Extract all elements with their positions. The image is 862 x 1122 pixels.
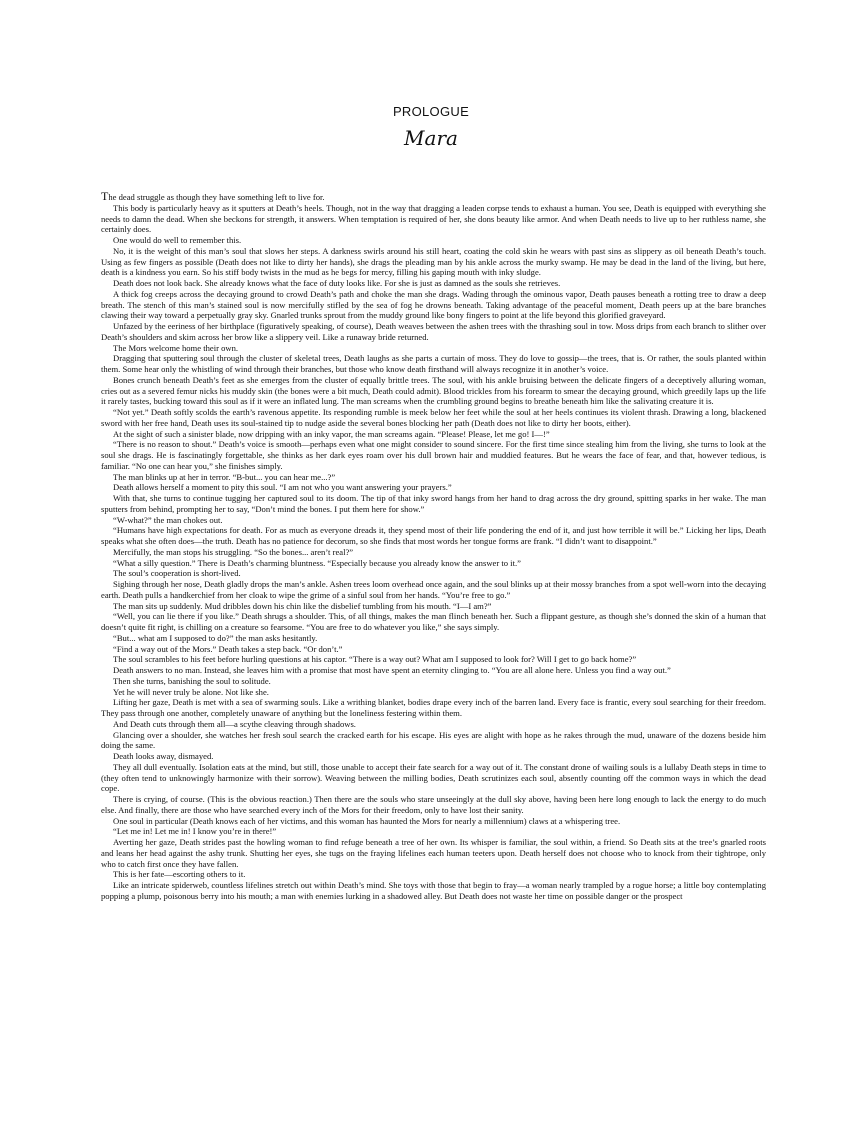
chapter-label: PROLOGUE: [392, 104, 470, 119]
paragraph-first-text: he dead struggle as though they have something left to live for.: [108, 192, 325, 202]
paragraph: At the sight of such a sinister blade, now dripping with an inky vapor, the man screams again. “Please! Please, let me go! I—!”: [113, 428, 550, 439]
paragraph: One would do well to remember this.: [113, 235, 242, 245]
body-text: [101, 191, 766, 902]
paragraph: With that, she turns to continue tugging her captured soul to its doom. The tip of that inky sword hangs from her hand to drag across the dry ground, spitting sparks in her wake. The man sputters from behind, prompting her to say, “Don’t mind the bones. I put them here for show.”: [101, 493, 766, 514]
paragraph: They all dull eventually. Isolation eats at the mind, but still, those unable to accept their fate search for a way out of it. The constant drone of wailing souls is a lullaby Death steps in time to (they often tend to unknowingly harmonize with their sorrow). Weaving between the milling bodies, Death scrutinizes each soul, absently counting off the common ways in which the dead cope.: [101, 761, 766, 794]
paragraph: The soul’s cooperation is short-lived.: [113, 568, 241, 579]
paragraph: Mercifully, the man stops his struggling. “So the bones... aren’t real?”: [113, 546, 354, 557]
paragraph: Yet he will never truly be alone. Not like she.: [113, 686, 269, 697]
paragraph: There is crying, of course. (This is the obvious reaction.) Then there are the souls who stare unseeingly at the dull sky above, having been here long enough to lack the energy to do much else. And finally, there are those who have searched every inch of the Mors for their freedom, only to have lost their sanity.: [101, 794, 766, 815]
paragraph: “Not yet.” Death softly scolds the earth’s ravenous appetite. Its responding rumble is meek below her feet while the soul at her heels continues its violent thrash. Drawing a long, blackened sword with her free hand, Death uses its soul-stained tip to nudge aside the several bones blocking her path (Death does not like to dirty her boots, either).: [101, 407, 766, 428]
paragraph: “Well, you can lie there if you like.” Death shrugs a shoulder. This, of all things, makes the man flinch beneath her. Such a flippant gesture, as though she’s donned the skin of a human that doesn’t quite fit right, is chilling on a creature so fearsome. “You are free to do whatever you like,” she says simply.: [101, 611, 766, 632]
paragraph-first: [101, 191, 766, 203]
paragraph: Sighing through her nose, Death gladly drops the man’s ankle. Ashen trees loom overhead once again, and the soul blinks up at their mossy branches from a spot well-worn into the decaying earth. Death pulls a handkerchief from her cloak to wipe the grime of a sinful soul from her hands. “You’re free to go.”: [101, 579, 766, 600]
chapter-title: Mara: [404, 126, 458, 150]
paragraph: Unfazed by the eeriness of her birthplace (figuratively speaking, of course), Death weaves between the ashen trees with the thrashing soul in tow. Moss drips from each branch to slither over Death’s shoulders and skim across her brow like a slippery veil. Like a runaway bride returned.: [101, 321, 766, 342]
paragraph: The soul scrambles to his feet before hurling questions at his captor. “There is a way out? What am I supposed to look for? Will I get to go back home?”: [113, 654, 637, 665]
paragraph: This body is particularly heavy as it sputters at Death’s heels. Though, not in the way that dragging a leaden corpse tends to exhaust a human. You see, Death is equipped with everything she needs to damn the dead. When she beckons for strength, it answers. When temptation is required of her, she dons beauty like armor. And when Death needs to live up to her ruthless name, she certainly does.: [101, 202, 766, 235]
drop-cap: T: [101, 189, 109, 203]
paragraph: “But... what am I supposed to do?” the man asks hesitantly.: [113, 632, 318, 643]
paragraph: “Find a way out of the Mors.” Death takes a step back. “Or don’t.”: [113, 643, 343, 654]
paragraph: Death answers to no man. Instead, she leaves him with a promise that most have spent an eternity clinging to. “You are all alone here. Unless you find a way out.”: [113, 665, 671, 675]
paragraph: Lifting her gaze, Death is met with a sea of swarming souls. Like a writhing blanket, bodies drape every inch of the barren land. Every face is frantic, every soul searching for their freedom. They pass through one another, completely unaware of anything but the loneliness festering within them.: [101, 697, 766, 718]
paragraph: The man sits up suddenly. Mud dribbles down his chin like the disbelief tumbling from his mouth. “I—I am?”: [113, 600, 492, 611]
paragraph: “W-what?” the man chokes out.: [113, 514, 223, 525]
paragraph: “There is no reason to shout.” Death’s voice is smooth—perhaps even what one might consider to sound sincere. For the first time since stealing him from the living, she turns to look at the soul she drags. He is fascinatingly forgettable, she thinks as her dark eyes roam over his dull brown hair and muddied features. But he wears the face of fear, and that, however tedious, is familiar. “No one can hear you,” she finishes simply.: [101, 439, 766, 471]
paragraph: Bones crunch beneath Death’s feet as she emerges from the cluster of equally brittle trees. The soul, with his ankle bruising between the delicate fingers of a deceptively alluring woman, cries out as a severed femur nicks his muddy skin (the bones were a bit much, Death could admit). Blood trickles from his forearm to smear the decaying ground, which greedily laps up the life it rarely tastes, bucking toward this soul as if it were an inflated lung. The man screams when the crumbling ground begins to breathe beneath him like the salivating creature it is.: [101, 374, 766, 407]
paragraph: This is her fate—escorting others to it.: [113, 869, 246, 880]
paragraph: No, it is the weight of this man’s soul that slows her steps. A darkness swirls around his still heart, coating the cold skin he wears with past sins as slippery as oil beneath Death’s touch. Using as few fingers as possible (Death does not like to dirty her hands), she drags the pleading man by his ankle across the murky swamp. He may be dead in the land of the living, but here, death is a kindness you earn. So his stiff body twists in the mud as he begs for mercy, filling his gaping mouth with inky sludge.: [101, 245, 766, 278]
paragraph: A thick fog creeps across the decaying ground to crowd Death’s path and choke the man she drags. Wading through the ominous vapor, Death pauses beneath a rotting tree to draw a deep breath. The stench of this man’s stained soul is now mercifully stifled by the sea of fog he drowns beneath. Taking advantage of the peaceful moment, Death peers up at the bare branches clawing their way toward a perpetually gray sky. Gnarled trunks sprout from the muddy ground like bony fingers to point at the life beyond this glorified graveyard.: [101, 288, 766, 321]
paragraph: The man blinks up at her in terror. “B-but... you can hear me...?”: [113, 471, 336, 482]
paragraph: The Mors welcome home their own.: [113, 342, 239, 353]
paragraph: Dragging that sputtering soul through the cluster of skeletal trees, Death laughs as she parts a curtain of moss. They do love to gossip—the trees, that is. Or rather, the souls planted within them. Some hear only the whistling of wind through their branches, but those who know death firsthand will always recognize it in another’s voice.: [101, 353, 766, 374]
paragraph: “Let me in! Let me in! I know you’re in there!”: [113, 826, 277, 837]
paragraph: “Humans have high expectations for death. For as much as everyone dreads it, they spend most of their life pondering the end of it, and just how terrible it will be.” Licking her lips, Death speaks what she often does—the truth. Death has no patience for decorum, so she finds that most words her tongue forms are frank. “I didn’t want to disappoint.”: [101, 525, 766, 546]
paragraph: One soul in particular (Death knows each of her victims, and this woman has haunted the Mors for nearly a millennium) claws at a whispering tree.: [113, 815, 621, 826]
paragraph: “What a silly question.” There is Death’s charming bluntness. “Especially because you already know the answer to it.”: [113, 557, 521, 568]
paragraph: Averting her gaze, Death strides past the howling woman to find refuge beneath a tree of her own. Its whisper is familiar, the soul within, a friend. So Death sits at the tree’s gnarled roots and leans her head against the ashy trunk. Shutting her eyes, she tugs on the fraying lifelines each human teeters upon. Death herself does not choose who to knock from their tightrope, only who to catch first once they have fallen.: [101, 837, 766, 869]
paragraph: And Death cuts through them all—a scythe cleaving through shadows.: [113, 718, 356, 729]
paragraph: Glancing over a shoulder, she watches her fresh soul search the cracked earth for his escape. His eyes are alight with hope as he rakes through the mud, unaware of the dozens beside him doing the same.: [101, 729, 766, 751]
paragraph: Like an intricate spiderweb, countless lifelines stretch out within Death’s mind. She toys with those that begin to fray—a woman nearly trampled by a rogue horse; a little boy contemplating popping a plump, poisonous berry into his mouth; a man with enemies lurking in a shadowed alley. But Death does not waste her time on possible danger or the prospect: [101, 880, 766, 901]
paragraph: Death looks away, dismayed.: [113, 751, 214, 761]
paragraph: Death does not look back. She already knows what the face of duty looks like. For she is just as damned as the souls she retrieves.: [113, 278, 561, 288]
paragraph: Then she turns, banishing the soul to solitude.: [113, 675, 271, 686]
paragraph: Death allows herself a moment to pity this soul. “I am not who you want answering your prayers.”: [113, 482, 452, 493]
